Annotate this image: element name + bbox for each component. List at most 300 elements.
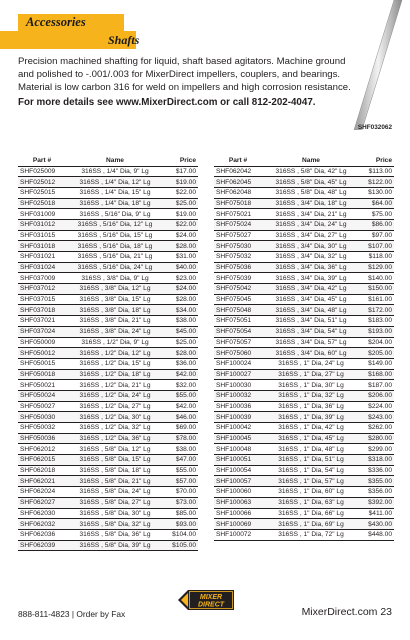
name-cell: 316SS , 1/2" Dia, 12" Lg: [66, 348, 164, 359]
name-cell: 316SS , 5/8" Dia, 42" Lg: [262, 166, 360, 177]
part-number-cell: SHF050030: [18, 412, 66, 423]
price-table-right: [214, 156, 394, 541]
price-cell: $204.00: [360, 337, 394, 348]
name-cell: 316SS , 1/4" Dia, 9" Lg: [66, 166, 164, 177]
part-number-cell: SHF100032: [214, 390, 262, 401]
part-number-cell: SHF037024: [18, 326, 66, 337]
price-cell: $105.00: [164, 540, 198, 551]
price-cell: $25.00: [164, 337, 198, 348]
logo-line2: DIRECT: [197, 601, 225, 609]
part-number-cell: SHF050027: [18, 401, 66, 412]
part-number-cell: SHF100060: [214, 487, 262, 498]
price-cell: $140.00: [360, 273, 394, 284]
name-cell: 316SS , 3/8" Dia, 12" Lg: [66, 284, 164, 295]
name-cell: 316SS , 3/4" Dia, 36" Lg: [262, 262, 360, 273]
price-cell: $122.00: [360, 177, 394, 188]
section-title: Accessories: [26, 15, 86, 29]
price-cell: $55.00: [164, 390, 198, 401]
part-number-cell: SHF025018: [18, 198, 66, 209]
name-cell: 316SS , 1/2" Dia, 18" Lg: [66, 369, 164, 380]
part-number-cell: SHF075045: [214, 294, 262, 305]
name-cell: 316SS , 1" Dia, 48" Lg: [262, 444, 360, 455]
part-number-cell: SHF050036: [18, 433, 66, 444]
part-number-cell: SHF062012: [18, 444, 66, 455]
table-row: [214, 433, 394, 444]
price-cell: $55.00: [164, 465, 198, 476]
table-row: [18, 305, 198, 316]
price-cell: $34.00: [164, 305, 198, 316]
part-number-cell: SHF062021: [18, 476, 66, 487]
part-number-cell: SHF031012: [18, 219, 66, 230]
part-number-cell: SHF075042: [214, 284, 262, 295]
part-number-cell: SHF050012: [18, 348, 66, 359]
price-cell: $262.00: [360, 423, 394, 434]
table-row: [18, 390, 198, 401]
name-cell: 316SS , 1/2" Dia, 36" Lg: [66, 433, 164, 444]
table-row: [214, 230, 394, 241]
part-number-cell: SHF062048: [214, 187, 262, 198]
price-cell: $78.00: [164, 433, 198, 444]
table-row: [214, 497, 394, 508]
price-cell: $28.00: [164, 348, 198, 359]
name-cell: 316SS , 5/8" Dia, 18" Lg: [66, 465, 164, 476]
description-line: and polished to -.001/.003 for MixerDirect impellers, couplers, and bearings.: [18, 68, 341, 80]
table-row: [18, 316, 198, 327]
part-number-cell: SHF075039: [214, 273, 262, 284]
part-number-cell: SHF100057: [214, 476, 262, 487]
name-cell: 316SS , 5/16" Dia, 18" Lg: [66, 241, 164, 252]
section-header-accessories: [18, 14, 124, 31]
name-cell: 316SS , 1" Dia, 45" Lg: [262, 433, 360, 444]
name-cell: 316SS , 5/8" Dia, 48" Lg: [262, 187, 360, 198]
part-number-cell: SHF050024: [18, 390, 66, 401]
part-number-cell: SHF062024: [18, 487, 66, 498]
table-row: [18, 294, 198, 305]
price-cell: $129.00: [360, 262, 394, 273]
name-cell: 316SS , 1" Dia, 39" Lg: [262, 412, 360, 423]
part-number-cell: SHF100039: [214, 412, 262, 423]
name-cell: 316SS , 1" Dia, 42" Lg: [262, 423, 360, 434]
table-row: [214, 166, 394, 177]
table-row: [214, 294, 394, 305]
table-row: [214, 252, 394, 263]
part-number-cell: SHF062015: [18, 455, 66, 466]
table-row: [214, 423, 394, 434]
part-number-cell: SHF100054: [214, 465, 262, 476]
price-cell: $113.00: [360, 166, 394, 177]
price-cell: $172.00: [360, 305, 394, 316]
price-cell: $64.00: [360, 198, 394, 209]
table-row: [214, 326, 394, 337]
price-cell: $42.00: [164, 401, 198, 412]
price-cell: $70.00: [164, 487, 198, 498]
table-row: [18, 262, 198, 273]
name-cell: 316SS , 3/4" Dia, 60" Lg: [262, 348, 360, 359]
table-row: [18, 198, 198, 209]
name-cell: 316SS , 5/8" Dia, 24" Lg: [66, 487, 164, 498]
table-row: [214, 305, 394, 316]
table-row: [214, 284, 394, 295]
name-cell: 316SS , 1" Dia, 51" Lg: [262, 455, 360, 466]
col-header-part: Part #: [214, 156, 262, 166]
name-cell: 316SS , 3/8" Dia, 18" Lg: [66, 305, 164, 316]
name-cell: 316SS , 5/8" Dia, 12" Lg: [66, 444, 164, 455]
price-cell: $118.00: [360, 252, 394, 263]
col-header-name: Name: [66, 156, 164, 166]
name-cell: 316SS , 3/8" Dia, 15" Lg: [66, 294, 164, 305]
part-number-cell: SHF037015: [18, 294, 66, 305]
price-cell: $40.00: [164, 262, 198, 273]
price-cell: $25.00: [164, 198, 198, 209]
name-cell: 316SS , 3/4" Dia, 48" Lg: [262, 305, 360, 316]
price-cell: $448.00: [360, 529, 394, 540]
name-cell: 316SS , 5/8" Dia, 27" Lg: [66, 497, 164, 508]
name-cell: 316SS , 5/16" Dia, 24" Lg: [66, 262, 164, 273]
table-row: [18, 348, 198, 359]
price-cell: $130.00: [360, 187, 394, 198]
table-row: [18, 401, 198, 412]
price-cell: $85.00: [164, 508, 198, 519]
name-cell: 316SS , 3/4" Dia, 27" Lg: [262, 230, 360, 241]
part-number-cell: SHF100072: [214, 529, 262, 540]
table-row: [18, 423, 198, 434]
price-cell: $24.00: [164, 284, 198, 295]
price-cell: $107.00: [360, 241, 394, 252]
name-cell: 316SS , 1" Dia, 72" Lg: [262, 529, 360, 540]
part-number-cell: SHF050032: [18, 423, 66, 434]
part-number-cell: SHF100051: [214, 455, 262, 466]
table-row: [214, 219, 394, 230]
name-cell: 316SS , 1" Dia, 27" Lg: [262, 369, 360, 380]
price-cell: $32.00: [164, 380, 198, 391]
table-row: [214, 444, 394, 455]
image-part-code: SHF032062: [357, 124, 392, 131]
col-header-price: Price: [360, 156, 394, 166]
name-cell: 316SS , 3/8" Dia, 24" Lg: [66, 326, 164, 337]
product-description: [18, 56, 368, 94]
col-header-price: Price: [164, 156, 198, 166]
part-number-cell: SHF050009: [18, 337, 66, 348]
table-row: [214, 487, 394, 498]
part-number-cell: SHF031021: [18, 252, 66, 263]
part-number-cell: SHF062027: [18, 497, 66, 508]
part-number-cell: SHF075021: [214, 209, 262, 220]
part-number-cell: SHF075051: [214, 316, 262, 327]
name-cell: 316SS , 3/4" Dia, 24" Lg: [262, 219, 360, 230]
part-number-cell: SHF062036: [18, 529, 66, 540]
price-cell: $161.00: [360, 294, 394, 305]
price-cell: $411.00: [360, 508, 394, 519]
name-cell: 316SS , 1" Dia, 32" Lg: [262, 390, 360, 401]
part-number-cell: SHF050015: [18, 358, 66, 369]
price-cell: $73.00: [164, 497, 198, 508]
name-cell: 316SS , 1" Dia, 66" Lg: [262, 508, 360, 519]
logo-line1: MIXER: [199, 594, 223, 601]
table-row: [214, 241, 394, 252]
name-cell: 316SS , 3/8" Dia, 9" Lg: [66, 273, 164, 284]
name-cell: 316SS , 1" Dia, 63" Lg: [262, 497, 360, 508]
table-row: [18, 209, 198, 220]
name-cell: 316SS , 1/2" Dia, 9" Lg: [66, 337, 164, 348]
price-cell: $392.00: [360, 497, 394, 508]
mixer-direct-logo: [178, 588, 234, 612]
details-contact-line: For more details see www.MixerDirect.com or call 812-202-4047.: [18, 97, 316, 108]
part-number-cell: SHF100024: [214, 358, 262, 369]
table-row: [18, 166, 198, 177]
price-cell: $38.00: [164, 444, 198, 455]
name-cell: 316SS , 1/2" Dia, 21" Lg: [66, 380, 164, 391]
part-number-cell: SHF100030: [214, 380, 262, 391]
name-cell: 316SS , 3/4" Dia, 32" Lg: [262, 252, 360, 263]
table-row: [18, 540, 198, 551]
subsection-title: Shafts: [108, 33, 140, 47]
part-number-cell: SHF062018: [18, 465, 66, 476]
name-cell: 316SS , 1" Dia, 57" Lg: [262, 476, 360, 487]
price-cell: $356.00: [360, 487, 394, 498]
description-line: Material is low carbon 316 for weld on impellers and high corrosion resistance.: [18, 81, 351, 93]
price-cell: $36.00: [164, 358, 198, 369]
table-row: [214, 209, 394, 220]
table-row: [214, 198, 394, 209]
table-row: [18, 465, 198, 476]
name-cell: 316SS , 1/4" Dia, 15" Lg: [66, 187, 164, 198]
part-number-cell: SHF100069: [214, 519, 262, 530]
col-header-part: Part #: [18, 156, 66, 166]
footer-site-page: MixerDirect.com 23: [301, 606, 392, 618]
part-number-cell: SHF037009: [18, 273, 66, 284]
table-row: [18, 273, 198, 284]
part-number-cell: SHF062039: [18, 540, 66, 551]
price-cell: $31.00: [164, 252, 198, 263]
price-cell: $318.00: [360, 455, 394, 466]
table-row: [214, 476, 394, 487]
name-cell: 316SS , 1/2" Dia, 32" Lg: [66, 423, 164, 434]
table-row: [214, 390, 394, 401]
part-number-cell: SHF031024: [18, 262, 66, 273]
price-cell: $38.00: [164, 316, 198, 327]
name-cell: 316SS , 1" Dia, 24" Lg: [262, 358, 360, 369]
price-cell: $150.00: [360, 284, 394, 295]
table-row: [214, 465, 394, 476]
name-cell: 316SS , 1/2" Dia, 27" Lg: [66, 401, 164, 412]
name-cell: 316SS , 1/2" Dia, 15" Lg: [66, 358, 164, 369]
part-number-cell: SHF100048: [214, 444, 262, 455]
table-row: [214, 380, 394, 391]
price-cell: $45.00: [164, 326, 198, 337]
table-row: [214, 401, 394, 412]
price-cell: $46.00: [164, 412, 198, 423]
table-row: [214, 348, 394, 359]
price-cell: $430.00: [360, 519, 394, 530]
table-row: [18, 337, 198, 348]
name-cell: 316SS , 1/2" Dia, 30" Lg: [66, 412, 164, 423]
table-row: [18, 284, 198, 295]
name-cell: 316SS , 5/16" Dia, 21" Lg: [66, 252, 164, 263]
name-cell: 316SS , 1" Dia, 54" Lg: [262, 465, 360, 476]
table-row: [214, 316, 394, 327]
price-cell: $93.00: [164, 519, 198, 530]
part-number-cell: SHF062030: [18, 508, 66, 519]
table-row: [18, 241, 198, 252]
price-cell: $17.00: [164, 166, 198, 177]
name-cell: 316SS , 5/8" Dia, 39" Lg: [66, 540, 164, 551]
price-cell: $299.00: [360, 444, 394, 455]
part-number-cell: SHF075036: [214, 262, 262, 273]
table-row: [18, 252, 198, 263]
table-row: [18, 529, 198, 540]
part-number-cell: SHF075048: [214, 305, 262, 316]
name-cell: 316SS , 3/4" Dia, 30" Lg: [262, 241, 360, 252]
price-cell: $19.00: [164, 177, 198, 188]
table-row: [18, 326, 198, 337]
part-number-cell: SHF062032: [18, 519, 66, 530]
name-cell: 316SS , 3/4" Dia, 18" Lg: [262, 198, 360, 209]
footer-fax: 888-811-4823 | Order by Fax: [18, 609, 126, 619]
price-cell: $24.00: [164, 230, 198, 241]
price-cell: $69.00: [164, 423, 198, 434]
table-row: [214, 177, 394, 188]
part-number-cell: SHF075018: [214, 198, 262, 209]
name-cell: 316SS , 1/4" Dia, 12" Lg: [66, 177, 164, 188]
table-row: [18, 487, 198, 498]
price-cell: $19.00: [164, 209, 198, 220]
table-row: [18, 455, 198, 466]
name-cell: 316SS , 3/4" Dia, 45" Lg: [262, 294, 360, 305]
name-cell: 316SS , 5/8" Dia, 21" Lg: [66, 476, 164, 487]
table-row: [214, 187, 394, 198]
table-row: [18, 380, 198, 391]
name-cell: 316SS , 3/4" Dia, 57" Lg: [262, 337, 360, 348]
part-number-cell: SHF025009: [18, 166, 66, 177]
part-number-cell: SHF031009: [18, 209, 66, 220]
name-cell: 316SS , 1" Dia, 69" Lg: [262, 519, 360, 530]
name-cell: 316SS , 3/4" Dia, 51" Lg: [262, 316, 360, 327]
part-number-cell: SHF100066: [214, 508, 262, 519]
table-row: [214, 358, 394, 369]
table-row: [18, 508, 198, 519]
name-cell: 316SS , 1/4" Dia, 18" Lg: [66, 198, 164, 209]
price-cell: $336.00: [360, 465, 394, 476]
price-cell: $57.00: [164, 476, 198, 487]
table-row: [18, 444, 198, 455]
price-cell: $280.00: [360, 433, 394, 444]
table-row: [214, 337, 394, 348]
part-number-cell: SHF031018: [18, 241, 66, 252]
price-cell: $104.00: [164, 529, 198, 540]
price-table-left: [18, 156, 198, 551]
table-header-row: [214, 156, 394, 166]
part-number-cell: SHF100045: [214, 433, 262, 444]
table-row: [18, 433, 198, 444]
table-row: [214, 519, 394, 530]
part-number-cell: SHF075030: [214, 241, 262, 252]
part-number-cell: SHF050021: [18, 380, 66, 391]
name-cell: 316SS , 3/8" Dia, 21" Lg: [66, 316, 164, 327]
table-row: [18, 358, 198, 369]
part-number-cell: SHF025015: [18, 187, 66, 198]
part-number-cell: SHF031015: [18, 230, 66, 241]
price-cell: $75.00: [360, 209, 394, 220]
price-cell: $86.00: [360, 219, 394, 230]
name-cell: 316SS , 3/4" Dia, 42" Lg: [262, 284, 360, 295]
table-row: [214, 508, 394, 519]
part-number-cell: SHF075027: [214, 230, 262, 241]
part-number-cell: SHF025012: [18, 177, 66, 188]
price-cell: $22.00: [164, 187, 198, 198]
part-number-cell: SHF037018: [18, 305, 66, 316]
description-line: Precision machined shafting for liquid, shaft based agitators. Machine ground: [18, 56, 346, 67]
table-row: [18, 476, 198, 487]
name-cell: 316SS , 3/4" Dia, 21" Lg: [262, 209, 360, 220]
part-number-cell: SHF075060: [214, 348, 262, 359]
table-row: [214, 455, 394, 466]
part-number-cell: SHF100063: [214, 497, 262, 508]
table-row: [214, 529, 394, 540]
name-cell: 316SS , 1" Dia, 30" Lg: [262, 380, 360, 391]
table-row: [214, 412, 394, 423]
table-header-row: [18, 156, 198, 166]
part-number-cell: SHF037021: [18, 316, 66, 327]
table-row: [18, 519, 198, 530]
price-cell: $42.00: [164, 369, 198, 380]
part-number-cell: SHF050018: [18, 369, 66, 380]
part-number-cell: SHF075024: [214, 219, 262, 230]
price-cell: $47.00: [164, 455, 198, 466]
name-cell: 316SS , 5/8" Dia, 30" Lg: [66, 508, 164, 519]
part-number-cell: SHF062042: [214, 166, 262, 177]
price-cell: $187.00: [360, 380, 394, 391]
price-cell: $28.00: [164, 241, 198, 252]
table-row: [214, 369, 394, 380]
name-cell: 316SS , 5/16" Dia, 9" Lg: [66, 209, 164, 220]
part-number-cell: SHF100042: [214, 423, 262, 434]
table-row: [18, 497, 198, 508]
price-cell: $183.00: [360, 316, 394, 327]
price-cell: $23.00: [164, 273, 198, 284]
table-row: [18, 412, 198, 423]
name-cell: 316SS , 5/8" Dia, 45" Lg: [262, 177, 360, 188]
name-cell: 316SS , 5/16" Dia, 15" Lg: [66, 230, 164, 241]
price-cell: $205.00: [360, 348, 394, 359]
table-row: [18, 177, 198, 188]
price-cell: $224.00: [360, 401, 394, 412]
table-row: [18, 369, 198, 380]
price-cell: $28.00: [164, 294, 198, 305]
price-cell: $22.00: [164, 219, 198, 230]
name-cell: 316SS , 5/8" Dia, 36" Lg: [66, 529, 164, 540]
name-cell: 316SS , 1/2" Dia, 24" Lg: [66, 390, 164, 401]
name-cell: 316SS , 5/16" Dia, 12" Lg: [66, 219, 164, 230]
table-row: [18, 187, 198, 198]
part-number-cell: SHF075032: [214, 252, 262, 263]
name-cell: 316SS , 1" Dia, 60" Lg: [262, 487, 360, 498]
name-cell: 316SS , 1" Dia, 36" Lg: [262, 401, 360, 412]
name-cell: 316SS , 3/4" Dia, 54" Lg: [262, 326, 360, 337]
part-number-cell: SHF062045: [214, 177, 262, 188]
price-cell: $193.00: [360, 326, 394, 337]
table-row: [214, 273, 394, 284]
table-row: [214, 262, 394, 273]
name-cell: 316SS , 5/8" Dia, 15" Lg: [66, 455, 164, 466]
price-cell: $97.00: [360, 230, 394, 241]
price-cell: $149.00: [360, 358, 394, 369]
part-number-cell: SHF075057: [214, 337, 262, 348]
col-header-name: Name: [262, 156, 360, 166]
table-row: [18, 230, 198, 241]
table-row: [18, 219, 198, 230]
part-number-cell: SHF100036: [214, 401, 262, 412]
price-cell: $355.00: [360, 476, 394, 487]
